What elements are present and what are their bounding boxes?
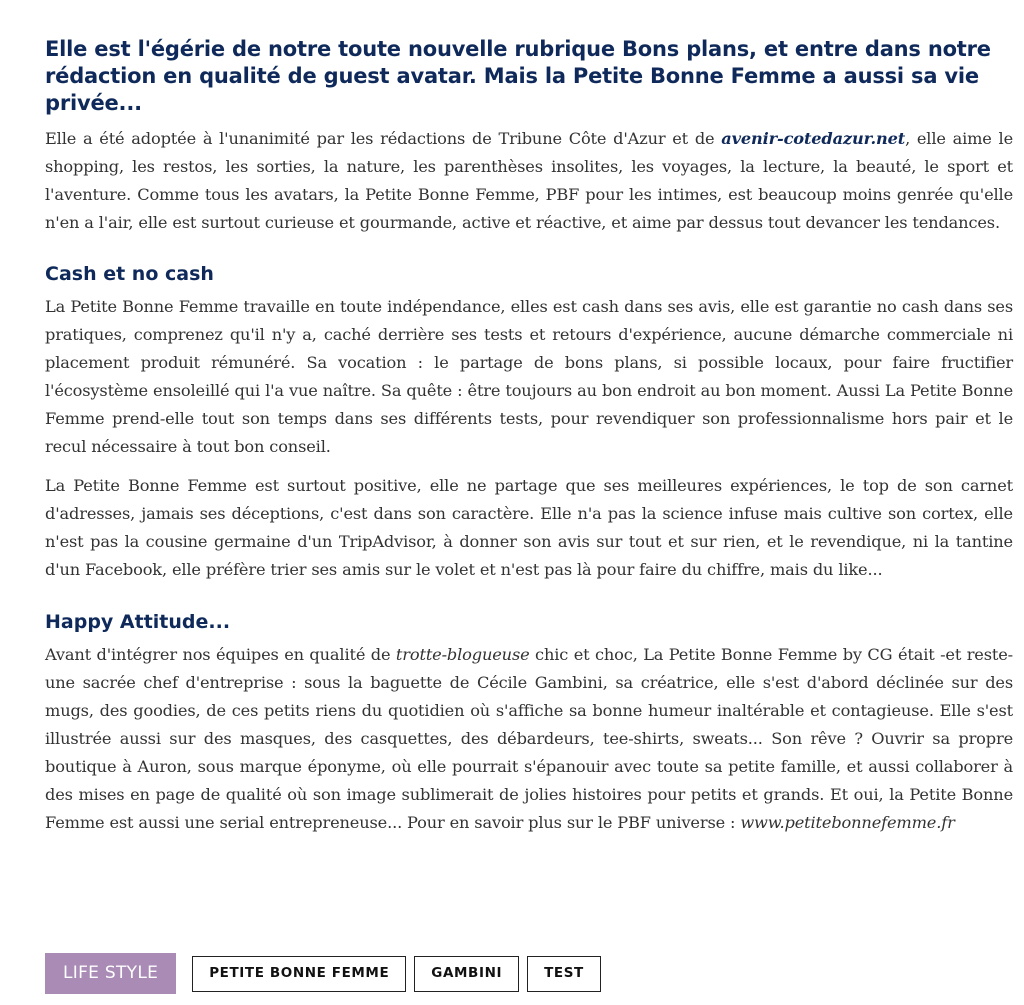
avenir-cotedazur-link[interactable]: avenir-cotedazur.net <box>721 129 906 148</box>
intro-text-end: , elle aime le shopping, les restos, les sorties, la nature, les parenthèses insolites, les voyages, la lecture, la beauté, le sport et l'aventure. Comme tous les avatars, la Petite Bonne Femme, PBF pour les intimes, est beaucoup moins genrée qu'elle n'en a l'air, elle est surtout curieuse et gourmande, active et réactive, et aime par dessus tout devancer les tendances. <box>45 129 1013 232</box>
tag-petite-bonne-femme[interactable]: PETITE BONNE FEMME <box>192 956 406 992</box>
happy-text-start: Avant d'intégrer nos équipes en qualité de <box>45 645 396 664</box>
tag-bar <box>45 953 601 994</box>
category-badge-life-style[interactable]: LIFE STYLE <box>45 953 176 994</box>
petitebonnefemme-link[interactable]: www.petitebonnefemme.fr <box>740 813 955 832</box>
intro-text-start: Elle a été adoptée à l'unanimité par les rédactions de Tribune Côte d'Azur et de <box>45 129 722 148</box>
article-lead-title: Elle est l'égérie de notre toute nouvelle rubrique Bons plans, et entre dans notre rédaction en qualité de guest avatar. Mais la Petite Bonne Femme a aussi sa vie privée... <box>45 37 991 115</box>
cash-paragraph-1: La Petite Bonne Femme travaille en toute indépendance, elles est cash dans ses avis, elle est garantie no cash dans ses pratiques, comprenez qu'il n'y a, caché derrière ses tests et retours d'expérience, aucune démarche commerciale ni placement produit rémunéré. Sa vocation : le partage de bons plans, si possible locaux, pour faire fructifier l'écosystème ensoleillé qui l'a vue naître. Sa quête : être toujours au bon endroit au bon moment. Aussi La Petite Bonne Femme prend-elle tout son temps dans ses différents tests, pour revendiquer son professionnalisme hors pair et le recul nécessaire à tout bon conseil. <box>45 297 1013 456</box>
cash-paragraph-2: La Petite Bonne Femme est surtout positive, elle ne partage que ses meilleures expériences, le top de son carnet d'adresses, jamais ses déceptions, c'est dans son caractère. Elle n'a pas la science infuse mais cultive son cortex, elle n'est pas la cousine germaine d'un TripAdvisor, à donner son avis sur tout et sur rien, et le revendique, ni la tantine d'un Facebook, elle préfère trier ses amis sur le volet et n'est pas là pour faire du chiffre, mais du like... <box>45 476 1013 579</box>
section-title-cash: Cash et no cash <box>45 263 214 285</box>
happy-attitude-paragraph <box>45 641 1013 837</box>
happy-text-middle: chic et choc, La Petite Bonne Femme by CG était -et reste- une sacrée chef d'entreprise : sous la baguette de Cécile Gambini, sa créatrice, elle s'est d'abord déclinée sur des mugs, des goodies, de ces petits riens du quotidien où s'affiche sa bonne humeur inaltérable et contagieuse. Elle s'est illustrée aussi sur des masques, des casquettes, des débardeurs, tee-shirts, sweats... Son rêve ? Ouvrir sa propre boutique à Auron, sous marque éponyme, où elle pourrait s'épanouir avec toute sa petite famille, et aussi collaborer à des mises en page de qualité où son image sublimerait de jolies histoires pour petits et grands. Et oui, la Petite Bonne Femme est aussi une serial entrepreneuse... Pour en savoir plus sur le PBF universe : <box>45 645 1014 832</box>
section-title-happy-attitude: Happy Attitude... <box>45 611 231 633</box>
tag-test[interactable]: TEST <box>527 956 601 992</box>
article <box>45 36 1013 837</box>
trotte-blogueuse-emphasis: trotte-blogueuse <box>395 645 530 664</box>
tag-gambini[interactable]: GAMBINI <box>414 956 519 992</box>
intro-paragraph <box>45 125 1013 237</box>
